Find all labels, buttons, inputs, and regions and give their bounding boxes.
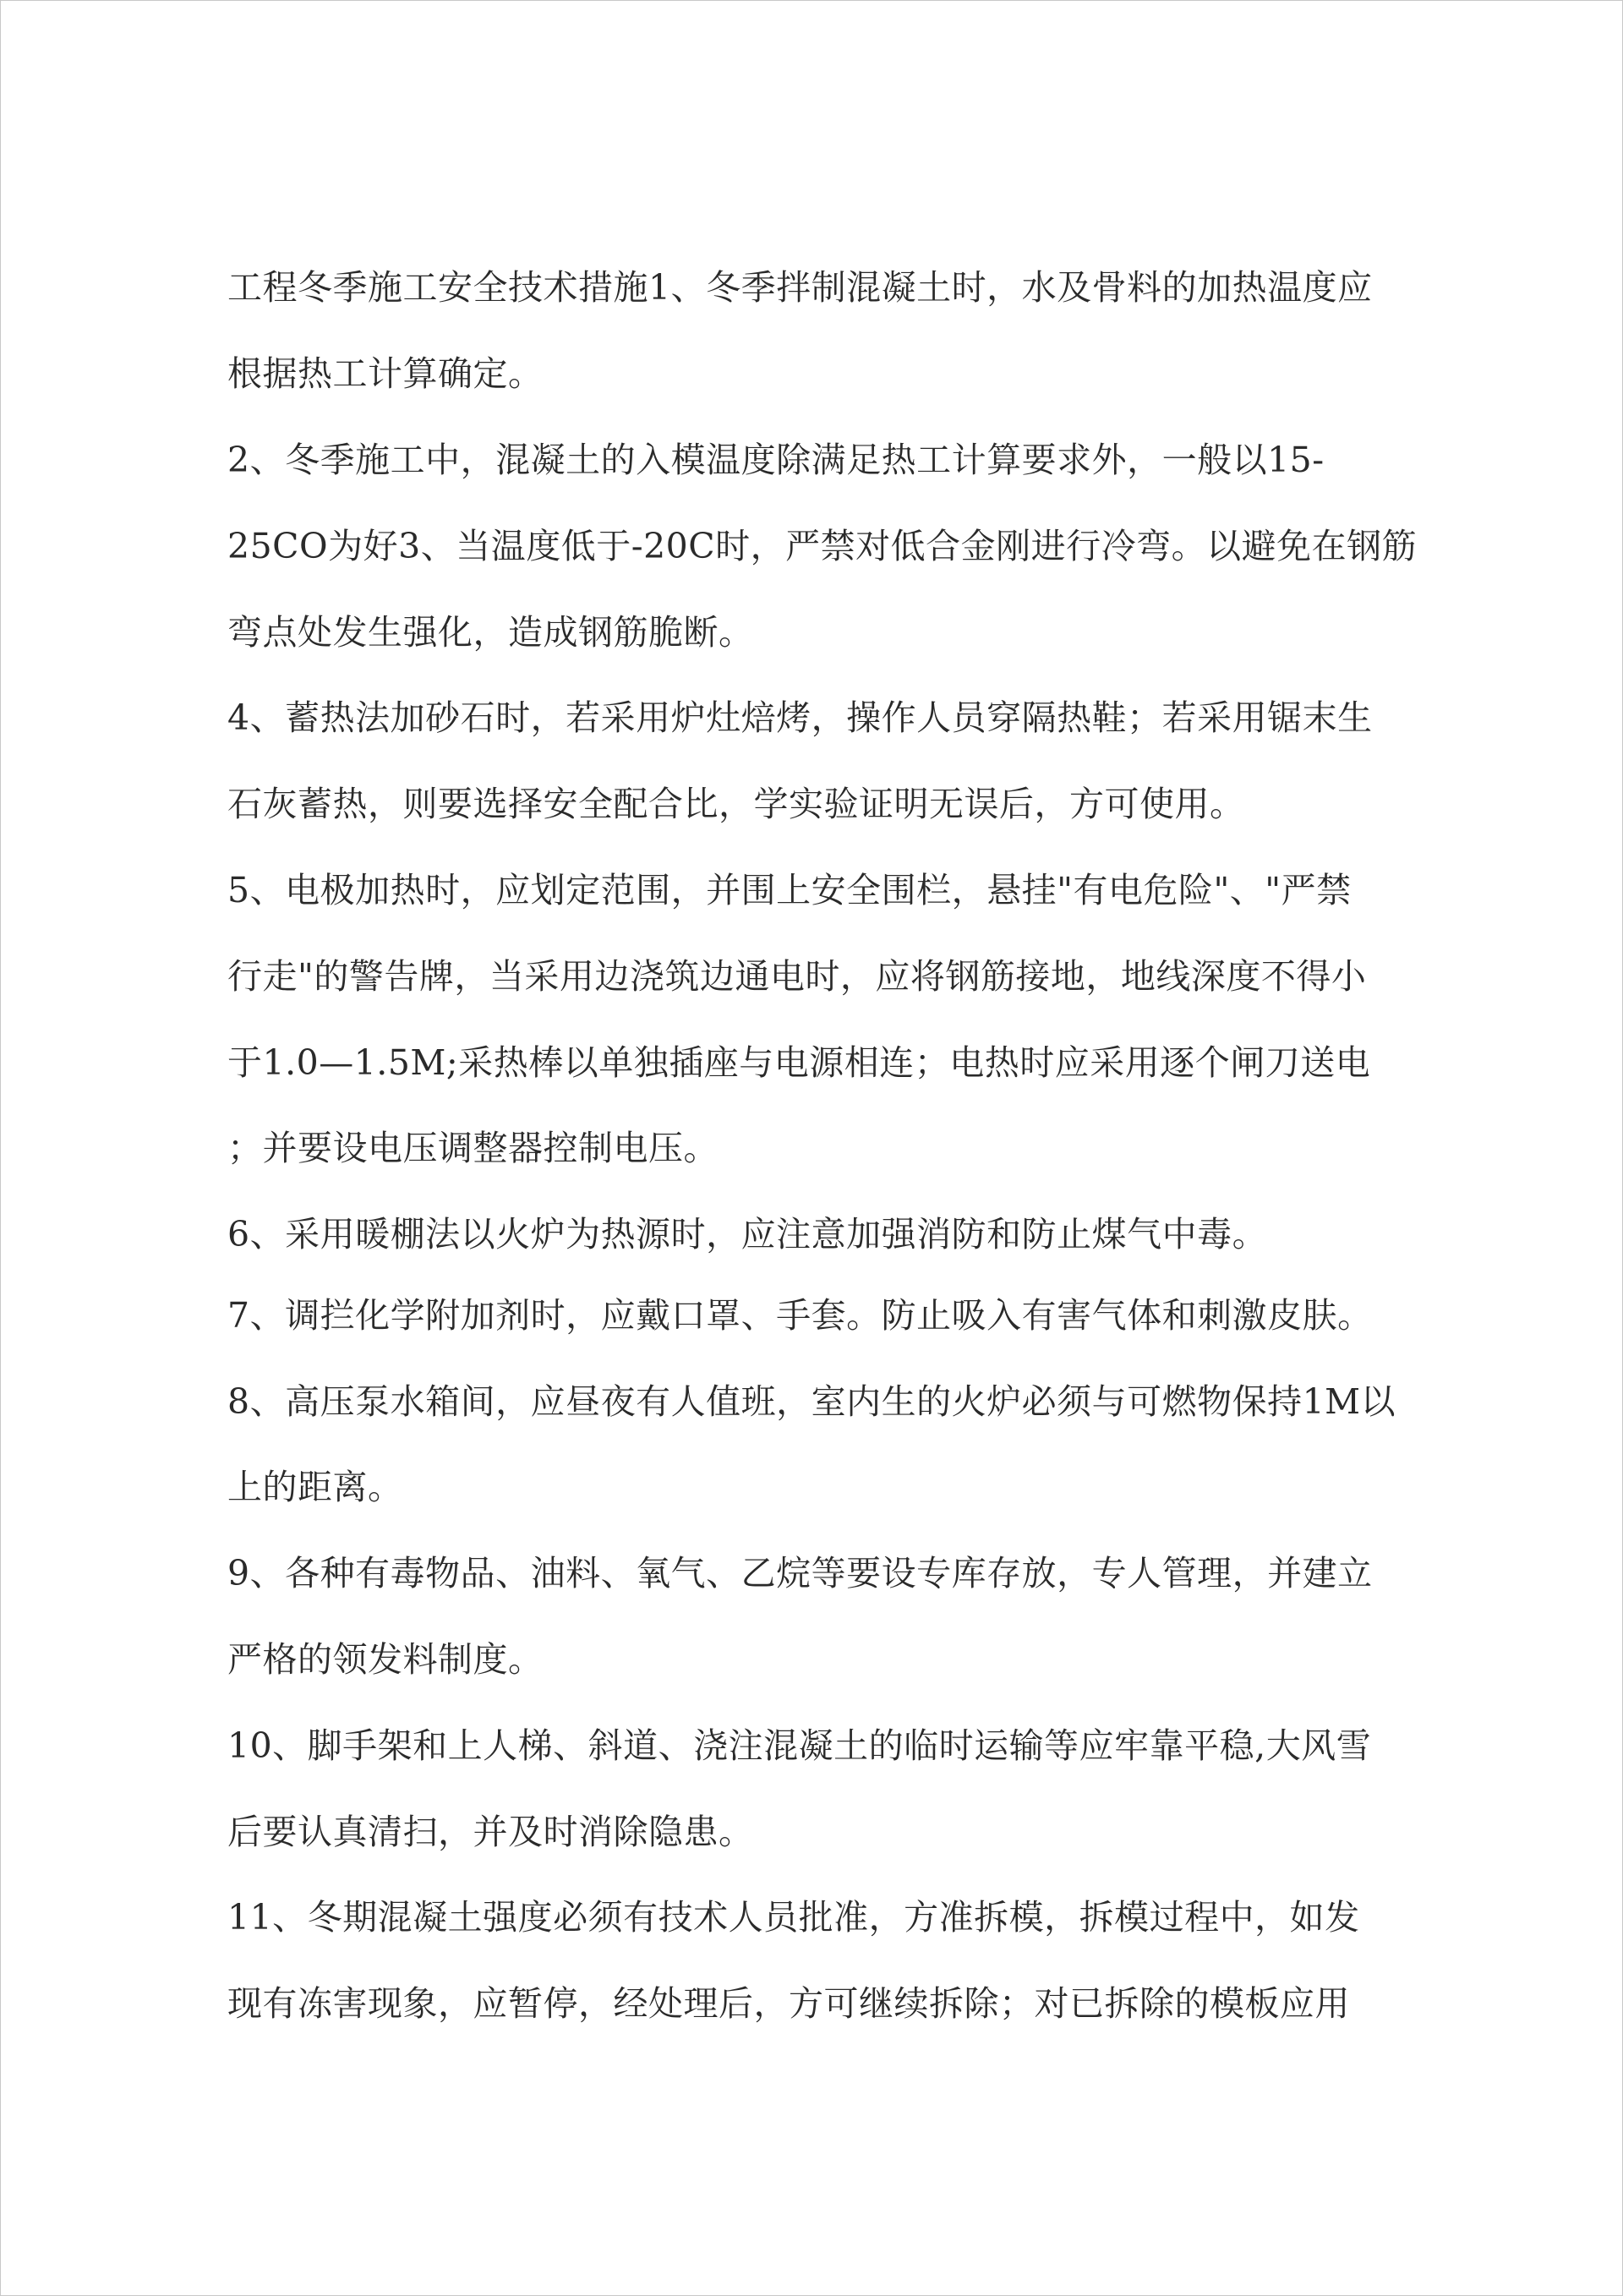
text-line: 4、蓄热法加砂石时，若采用炉灶焙烤，操作人员穿隔热鞋；若采用锯末生 [227, 697, 1373, 738]
text-line: 25CO为好3、当温度低于-20C时，严禁对低合金刚进行冷弯。以避免在钢筋 [227, 526, 1418, 566]
text-line: 11、冬期混凝土强度必须有技术人员批准，方准拆模，拆模过程中，如发 [227, 1897, 1360, 1938]
text-line: 7、调拦化学附加剂时，应戴口罩、手套。防止吸入有害气体和刺激皮肤。 [227, 1295, 1373, 1336]
text-line: 9、各种有毒物品、油料、氧气、乙烷等要设专库存放，专人管理，并建立 [227, 1553, 1373, 1594]
text-line: 8、高压泵水箱间，应昼夜有人值班，室内生的火炉必须与可燃物保持1M以 [227, 1381, 1396, 1422]
text-line: 上的距离。 [227, 1467, 403, 1507]
text-line: 后要认真清扫，并及时消除隐患。 [227, 1812, 754, 1852]
text-line: 根据热工计算确定。 [227, 353, 544, 394]
text-line: 严格的领发料制度。 [227, 1639, 544, 1680]
text-line: 2、冬季施工中，混凝土的入模温度除满足热工计算要求外，一般以15- [227, 440, 1325, 480]
text-line: 6、采用暖棚法以火炉为热源时，应注意加强消防和防止煤气中毒。 [227, 1214, 1268, 1255]
text-line: 弯点处发生强化，造成钢筋脆断。 [227, 612, 754, 653]
text-line: 现有冻害现象，应暂停，经处理后，方可继续拆除；对已拆除的模板应用 [227, 1983, 1350, 2024]
text-line: 5、电极加热时，应划定范围，并围上安全围栏，悬挂"有电危险"、"严禁 [227, 870, 1352, 910]
text-line: 10、脚手架和上人梯、斜道、浇注混凝土的临时运输等应牢靠平稳,大风雪 [227, 1725, 1372, 1766]
text-line: 工程冬季施工安全技术措施1、冬季拌制混凝土时，水及骨料的加热温度应 [227, 267, 1373, 308]
text-line: 于1.0—1.5M;采热棒以单独插座与电源相连；电热时应采用逐个闸刀送电 [227, 1042, 1371, 1083]
text-line: ；并要设电压调整器控制电压。 [227, 1128, 719, 1168]
text-line: 行走"的警告牌，当采用边浇筑边通电时，应将钢筋接地，地线深度不得小 [227, 956, 1367, 997]
text-line: 石灰蓄热，则要选择安全配合比，学实验证明无误后，方可使用。 [227, 784, 1245, 824]
